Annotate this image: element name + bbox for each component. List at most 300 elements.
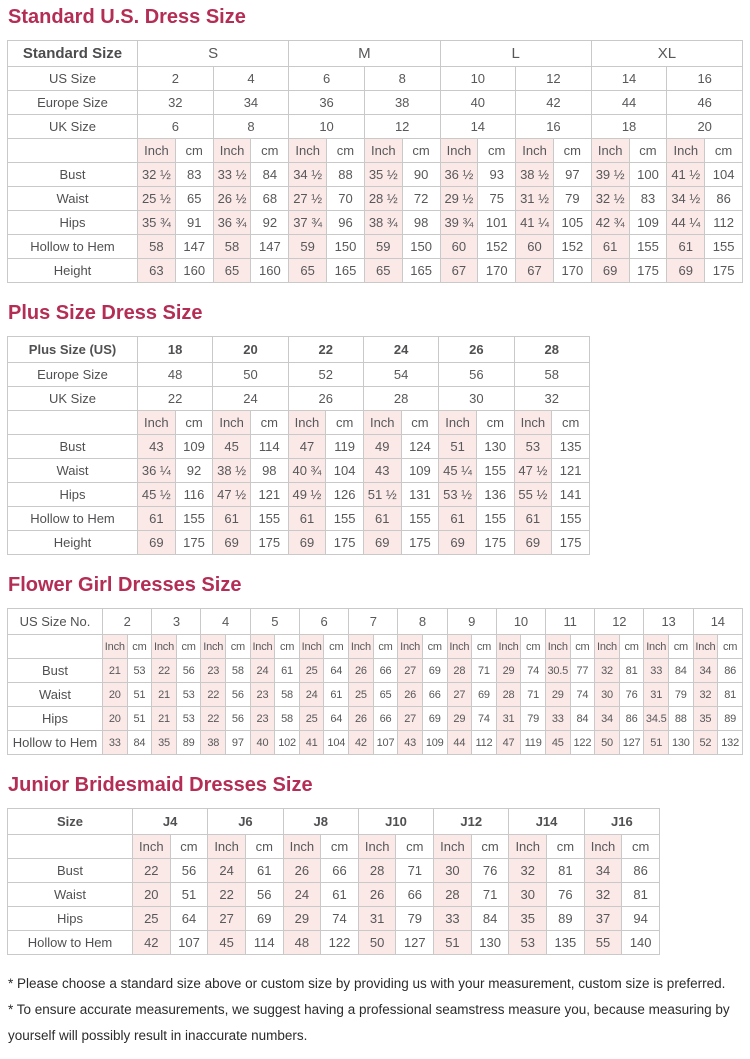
inch-value-cell: 69 bbox=[288, 531, 326, 555]
cm-value-cell: 155 bbox=[552, 507, 590, 531]
cm-value-cell: 69 bbox=[472, 683, 497, 707]
cm-value-cell: 160 bbox=[175, 259, 213, 283]
cm-value-cell: 97 bbox=[226, 731, 251, 755]
cm-value-cell: 119 bbox=[521, 731, 546, 755]
cm-value-cell: 76 bbox=[547, 883, 585, 907]
inch-value-cell: 44 bbox=[447, 731, 472, 755]
cm-value-cell: 114 bbox=[245, 931, 283, 955]
unit-cm-cell: cm bbox=[718, 635, 743, 659]
cm-value-cell: 175 bbox=[629, 259, 667, 283]
inch-value-cell: 22 bbox=[201, 707, 226, 731]
inch-value-cell: 35 bbox=[152, 731, 177, 755]
inch-value-cell: 30.5 bbox=[545, 659, 570, 683]
size-header-cell: 9 bbox=[447, 609, 496, 635]
cm-value-cell: 104 bbox=[705, 163, 743, 187]
cm-value-cell: 93 bbox=[478, 163, 516, 187]
inch-value-cell: 27 ½ bbox=[289, 187, 327, 211]
unit-inch-cell: Inch bbox=[398, 635, 423, 659]
inch-value-cell: 25 bbox=[133, 907, 171, 931]
cm-value-cell: 53 bbox=[176, 683, 201, 707]
unit-inch-cell: Inch bbox=[591, 139, 629, 163]
cm-value-cell: 109 bbox=[422, 731, 447, 755]
size-header-cell: 24 bbox=[363, 337, 438, 363]
unit-inch-cell: Inch bbox=[283, 835, 321, 859]
inch-value-cell: 48 bbox=[283, 931, 321, 955]
section-title-standard: Standard U.S. Dress Size bbox=[8, 6, 246, 28]
row-label: Standard Size bbox=[8, 41, 138, 67]
table-row bbox=[8, 507, 590, 531]
inch-value-cell: 42 bbox=[133, 931, 171, 955]
table-row bbox=[8, 483, 590, 507]
table-row bbox=[8, 859, 660, 883]
table-row bbox=[8, 337, 590, 363]
unit-inch-cell: Inch bbox=[138, 411, 176, 435]
inch-value-cell: 41 ½ bbox=[667, 163, 705, 187]
row-label: Hollow to Hem bbox=[8, 235, 138, 259]
size-header-cell: J16 bbox=[584, 809, 659, 835]
section-plus-size bbox=[7, 302, 743, 555]
inch-value-cell: 49 bbox=[363, 435, 401, 459]
inch-value-cell: 25 bbox=[299, 707, 324, 731]
row-label: Hips bbox=[8, 483, 138, 507]
row-label: Hollow to Hem bbox=[8, 507, 138, 531]
inch-value-cell: 30 bbox=[434, 859, 472, 883]
inch-value-cell: 40 bbox=[250, 731, 275, 755]
unit-cm-cell: cm bbox=[251, 139, 289, 163]
inch-value-cell: 21 bbox=[103, 659, 128, 683]
table-row bbox=[8, 531, 590, 555]
row-label: Waist bbox=[8, 187, 138, 211]
inch-value-cell: 61 bbox=[213, 507, 251, 531]
cm-value-cell: 61 bbox=[324, 683, 349, 707]
inch-value-cell: 33 bbox=[434, 907, 472, 931]
unit-inch-cell: Inch bbox=[439, 411, 477, 435]
cm-value-cell: 136 bbox=[476, 483, 514, 507]
table-row bbox=[8, 683, 743, 707]
cm-value-cell: 130 bbox=[669, 731, 694, 755]
size-header-cell: 3 bbox=[152, 609, 201, 635]
unit-cm-cell: cm bbox=[327, 139, 365, 163]
cm-value-cell: 69 bbox=[422, 659, 447, 683]
table-row bbox=[8, 67, 743, 91]
unit-inch-cell: Inch bbox=[250, 635, 275, 659]
inch-value-cell: 22 bbox=[133, 859, 171, 883]
cm-value-cell: 81 bbox=[619, 659, 644, 683]
inch-value-cell: 34.5 bbox=[644, 707, 669, 731]
inch-value-cell: 34 bbox=[595, 707, 620, 731]
inch-value-cell: 24 bbox=[250, 659, 275, 683]
size-header-cell: 16 bbox=[667, 67, 743, 91]
plus-size-table bbox=[7, 336, 590, 555]
cm-value-cell: 132 bbox=[718, 731, 743, 755]
cm-value-cell: 155 bbox=[250, 507, 288, 531]
inch-value-cell: 32 bbox=[584, 883, 622, 907]
unit-inch-cell: Inch bbox=[138, 139, 176, 163]
inch-value-cell: 69 bbox=[439, 531, 477, 555]
unit-inch-cell: Inch bbox=[509, 835, 547, 859]
inch-value-cell: 69 bbox=[138, 531, 176, 555]
cm-value-cell: 69 bbox=[245, 907, 283, 931]
inch-value-cell: 34 ½ bbox=[667, 187, 705, 211]
inch-value-cell: 40 ¾ bbox=[288, 459, 326, 483]
table-row bbox=[8, 411, 590, 435]
unit-cm-cell: cm bbox=[478, 139, 516, 163]
size-header-cell: 12 bbox=[364, 115, 440, 139]
cm-value-cell: 88 bbox=[327, 163, 365, 187]
row-label: Waist bbox=[8, 683, 103, 707]
size-header-cell: 50 bbox=[213, 363, 288, 387]
cm-value-cell: 92 bbox=[175, 459, 213, 483]
inch-value-cell: 33 bbox=[103, 731, 128, 755]
inch-value-cell: 45 bbox=[545, 731, 570, 755]
unit-cm-cell: cm bbox=[275, 635, 300, 659]
cm-value-cell: 175 bbox=[250, 531, 288, 555]
cm-value-cell: 175 bbox=[552, 531, 590, 555]
inch-value-cell: 51 bbox=[434, 931, 472, 955]
inch-value-cell: 38 bbox=[201, 731, 226, 755]
inch-value-cell: 28 bbox=[447, 659, 472, 683]
size-header-cell: J14 bbox=[509, 809, 584, 835]
cm-value-cell: 104 bbox=[324, 731, 349, 755]
inch-value-cell: 21 bbox=[152, 707, 177, 731]
inch-value-cell: 23 bbox=[250, 707, 275, 731]
size-header-cell: 2 bbox=[138, 67, 214, 91]
inch-value-cell: 50 bbox=[595, 731, 620, 755]
size-header-cell: 10 bbox=[496, 609, 545, 635]
inch-value-cell: 22 bbox=[152, 659, 177, 683]
standard-size-table bbox=[7, 40, 743, 283]
cm-value-cell: 84 bbox=[471, 907, 509, 931]
cm-value-cell: 56 bbox=[245, 883, 283, 907]
table-row bbox=[8, 659, 743, 683]
row-label: Bust bbox=[8, 859, 133, 883]
table-row bbox=[8, 115, 743, 139]
table-row bbox=[8, 707, 743, 731]
inch-value-cell: 61 bbox=[288, 507, 326, 531]
cm-value-cell: 100 bbox=[629, 163, 667, 187]
section-junior-bridesmaid bbox=[7, 774, 743, 955]
cm-value-cell: 131 bbox=[401, 483, 439, 507]
unit-cm-cell: cm bbox=[552, 411, 590, 435]
cm-value-cell: 83 bbox=[629, 187, 667, 211]
table-row bbox=[8, 91, 743, 115]
cm-value-cell: 84 bbox=[127, 731, 152, 755]
inch-value-cell: 32 bbox=[693, 683, 718, 707]
inch-value-cell: 31 bbox=[496, 707, 521, 731]
inch-value-cell: 65 bbox=[364, 259, 402, 283]
cm-value-cell: 147 bbox=[251, 235, 289, 259]
inch-value-cell: 53 bbox=[509, 931, 547, 955]
inch-value-cell: 45 bbox=[213, 435, 251, 459]
cm-value-cell: 124 bbox=[401, 435, 439, 459]
unit-inch-cell: Inch bbox=[152, 635, 177, 659]
inch-value-cell: 38 ½ bbox=[516, 163, 554, 187]
size-header-cell: 38 bbox=[364, 91, 440, 115]
footnotes bbox=[8, 971, 742, 1049]
inch-value-cell: 58 bbox=[213, 235, 251, 259]
unit-inch-cell: Inch bbox=[447, 635, 472, 659]
inch-value-cell: 50 bbox=[358, 931, 396, 955]
cm-value-cell: 122 bbox=[321, 931, 359, 955]
inch-value-cell: 53 ½ bbox=[439, 483, 477, 507]
cm-value-cell: 130 bbox=[471, 931, 509, 955]
cm-value-cell: 127 bbox=[396, 931, 434, 955]
size-header-cell: 28 bbox=[514, 337, 589, 363]
inch-value-cell: 47 ½ bbox=[213, 483, 251, 507]
size-header-cell: 32 bbox=[138, 91, 214, 115]
inch-value-cell: 22 bbox=[201, 683, 226, 707]
cm-value-cell: 79 bbox=[396, 907, 434, 931]
inch-value-cell: 26 bbox=[398, 683, 423, 707]
size-header-cell: 32 bbox=[514, 387, 589, 411]
cm-value-cell: 84 bbox=[669, 659, 694, 683]
inch-value-cell: 24 bbox=[299, 683, 324, 707]
cm-value-cell: 61 bbox=[321, 883, 359, 907]
size-header-cell: 14 bbox=[693, 609, 742, 635]
inch-value-cell: 32 ½ bbox=[591, 187, 629, 211]
inch-value-cell: 45 ¼ bbox=[439, 459, 477, 483]
flower-girl-size-table bbox=[7, 608, 743, 755]
unit-inch-cell: Inch bbox=[584, 835, 622, 859]
row-label: UK Size bbox=[8, 387, 138, 411]
inch-value-cell: 26 ½ bbox=[213, 187, 251, 211]
inch-value-cell: 53 bbox=[514, 435, 552, 459]
unit-cm-cell: cm bbox=[373, 635, 398, 659]
row-label: Europe Size bbox=[8, 363, 138, 387]
table-row bbox=[8, 211, 743, 235]
inch-value-cell: 43 bbox=[398, 731, 423, 755]
unit-cm-cell: cm bbox=[472, 635, 497, 659]
cm-value-cell: 66 bbox=[422, 683, 447, 707]
unit-cm-cell: cm bbox=[324, 635, 349, 659]
inch-value-cell: 67 bbox=[440, 259, 478, 283]
inch-value-cell: 23 bbox=[250, 683, 275, 707]
cm-value-cell: 109 bbox=[401, 459, 439, 483]
row-label: Hips bbox=[8, 211, 138, 235]
inch-value-cell: 32 bbox=[509, 859, 547, 883]
unit-cm-cell: cm bbox=[629, 139, 667, 163]
cm-value-cell: 155 bbox=[705, 235, 743, 259]
unit-inch-cell: Inch bbox=[358, 835, 396, 859]
inch-value-cell: 34 bbox=[693, 659, 718, 683]
cm-value-cell: 147 bbox=[175, 235, 213, 259]
size-header-cell: J4 bbox=[133, 809, 208, 835]
unit-inch-cell: Inch bbox=[289, 139, 327, 163]
inch-value-cell: 38 ½ bbox=[213, 459, 251, 483]
inch-value-cell: 51 bbox=[644, 731, 669, 755]
cm-value-cell: 98 bbox=[250, 459, 288, 483]
inch-value-cell: 44 ¼ bbox=[667, 211, 705, 235]
inch-value-cell: 61 bbox=[439, 507, 477, 531]
unit-cm-cell: cm bbox=[226, 635, 251, 659]
cm-value-cell: 74 bbox=[472, 707, 497, 731]
inch-value-cell: 60 bbox=[440, 235, 478, 259]
table-row bbox=[8, 731, 743, 755]
row-label: UK Size bbox=[8, 115, 138, 139]
cm-value-cell: 170 bbox=[478, 259, 516, 283]
size-header-cell: 4 bbox=[201, 609, 250, 635]
cm-value-cell: 58 bbox=[275, 683, 300, 707]
cm-value-cell: 56 bbox=[176, 659, 201, 683]
cm-value-cell: 79 bbox=[553, 187, 591, 211]
inch-value-cell: 29 bbox=[545, 683, 570, 707]
unit-cm-cell: cm bbox=[326, 411, 364, 435]
inch-value-cell: 43 bbox=[138, 435, 176, 459]
cm-value-cell: 104 bbox=[326, 459, 364, 483]
row-label bbox=[8, 411, 138, 435]
inch-value-cell: 61 bbox=[667, 235, 705, 259]
table-row bbox=[8, 635, 743, 659]
inch-value-cell: 34 bbox=[584, 859, 622, 883]
unit-cm-cell: cm bbox=[175, 139, 213, 163]
inch-value-cell: 29 bbox=[496, 659, 521, 683]
unit-inch-cell: Inch bbox=[434, 835, 472, 859]
cm-value-cell: 165 bbox=[327, 259, 365, 283]
cm-value-cell: 83 bbox=[175, 163, 213, 187]
cm-value-cell: 175 bbox=[175, 531, 213, 555]
size-header-cell: J6 bbox=[208, 809, 283, 835]
cm-value-cell: 72 bbox=[402, 187, 440, 211]
cm-value-cell: 86 bbox=[619, 707, 644, 731]
size-header-cell: 36 bbox=[289, 91, 365, 115]
size-header-cell: J8 bbox=[283, 809, 358, 835]
unit-inch-cell: Inch bbox=[103, 635, 128, 659]
cm-value-cell: 64 bbox=[324, 707, 349, 731]
table-row bbox=[8, 363, 590, 387]
inch-value-cell: 21 bbox=[152, 683, 177, 707]
footnote-seamstress: * To ensure accurate measurements, we suggest having a professional seamstress measure you, because measuring by yourself will possibly result in inaccurate numbers. bbox=[8, 1002, 730, 1043]
cm-value-cell: 71 bbox=[472, 659, 497, 683]
size-header-cell: 12 bbox=[516, 67, 592, 91]
table-row bbox=[8, 609, 743, 635]
inch-value-cell: 52 bbox=[693, 731, 718, 755]
table-row bbox=[8, 809, 660, 835]
cm-value-cell: 56 bbox=[226, 683, 251, 707]
size-header-cell: 42 bbox=[516, 91, 592, 115]
size-header-cell: 44 bbox=[591, 91, 667, 115]
inch-value-cell: 33 ½ bbox=[213, 163, 251, 187]
cm-value-cell: 109 bbox=[175, 435, 213, 459]
unit-inch-cell: Inch bbox=[213, 411, 251, 435]
row-label: Size bbox=[8, 809, 133, 835]
inch-value-cell: 28 bbox=[358, 859, 396, 883]
cm-value-cell: 175 bbox=[476, 531, 514, 555]
inch-value-cell: 30 bbox=[595, 683, 620, 707]
footnote-custom-size: * Please choose a standard size above or custom size by providing us with your measurement, custom size is preferred. bbox=[8, 976, 726, 991]
inch-value-cell: 28 bbox=[496, 683, 521, 707]
inch-value-cell: 38 ¾ bbox=[364, 211, 402, 235]
inch-value-cell: 37 ¾ bbox=[289, 211, 327, 235]
inch-value-cell: 24 bbox=[208, 859, 246, 883]
cm-value-cell: 152 bbox=[478, 235, 516, 259]
unit-cm-cell: cm bbox=[396, 835, 434, 859]
cm-value-cell: 126 bbox=[326, 483, 364, 507]
cm-value-cell: 175 bbox=[401, 531, 439, 555]
cm-value-cell: 56 bbox=[226, 707, 251, 731]
unit-inch-cell: Inch bbox=[299, 635, 324, 659]
inch-value-cell: 63 bbox=[138, 259, 176, 283]
table-row bbox=[8, 387, 590, 411]
size-header-cell: XL bbox=[591, 41, 742, 67]
size-header-cell: 12 bbox=[595, 609, 644, 635]
size-header-cell: 7 bbox=[349, 609, 398, 635]
size-header-cell: 18 bbox=[138, 337, 213, 363]
row-label: Bust bbox=[8, 163, 138, 187]
cm-value-cell: 107 bbox=[373, 731, 398, 755]
size-header-cell: 8 bbox=[364, 67, 440, 91]
size-header-cell: 24 bbox=[213, 387, 288, 411]
inch-value-cell: 61 bbox=[138, 507, 176, 531]
cm-value-cell: 81 bbox=[622, 883, 660, 907]
inch-value-cell: 51 bbox=[439, 435, 477, 459]
cm-value-cell: 94 bbox=[622, 907, 660, 931]
row-label bbox=[8, 635, 103, 659]
row-label: Height bbox=[8, 531, 138, 555]
cm-value-cell: 84 bbox=[570, 707, 595, 731]
cm-value-cell: 77 bbox=[570, 659, 595, 683]
cm-value-cell: 122 bbox=[570, 731, 595, 755]
size-header-cell: 18 bbox=[591, 115, 667, 139]
inch-value-cell: 31 bbox=[358, 907, 396, 931]
cm-value-cell: 75 bbox=[478, 187, 516, 211]
inch-value-cell: 67 bbox=[516, 259, 554, 283]
junior-bridesmaid-size-table bbox=[7, 808, 660, 955]
inch-value-cell: 35 bbox=[509, 907, 547, 931]
inch-value-cell: 49 ½ bbox=[288, 483, 326, 507]
section-title-junior: Junior Bridesmaid Dresses Size bbox=[8, 774, 313, 796]
unit-cm-cell: cm bbox=[175, 411, 213, 435]
cm-value-cell: 155 bbox=[175, 507, 213, 531]
size-header-cell: 22 bbox=[288, 337, 363, 363]
unit-inch-cell: Inch bbox=[667, 139, 705, 163]
inch-value-cell: 69 bbox=[514, 531, 552, 555]
cm-value-cell: 155 bbox=[401, 507, 439, 531]
inch-value-cell: 47 ½ bbox=[514, 459, 552, 483]
cm-value-cell: 90 bbox=[402, 163, 440, 187]
cm-value-cell: 51 bbox=[127, 707, 152, 731]
inch-value-cell: 25 bbox=[349, 683, 374, 707]
cm-value-cell: 84 bbox=[251, 163, 289, 187]
size-header-cell: L bbox=[440, 41, 591, 67]
cm-value-cell: 53 bbox=[176, 707, 201, 731]
cm-value-cell: 107 bbox=[170, 931, 208, 955]
table-row bbox=[8, 235, 743, 259]
table-row bbox=[8, 435, 590, 459]
cm-value-cell: 61 bbox=[245, 859, 283, 883]
cm-value-cell: 70 bbox=[327, 187, 365, 211]
row-label: Bust bbox=[8, 659, 103, 683]
size-header-cell: 5 bbox=[250, 609, 299, 635]
cm-value-cell: 79 bbox=[521, 707, 546, 731]
cm-value-cell: 68 bbox=[251, 187, 289, 211]
table-row bbox=[8, 459, 590, 483]
unit-cm-cell: cm bbox=[476, 411, 514, 435]
cm-value-cell: 64 bbox=[324, 659, 349, 683]
row-label: US Size bbox=[8, 67, 138, 91]
size-header-cell: 8 bbox=[398, 609, 447, 635]
table-row bbox=[8, 163, 743, 187]
inch-value-cell: 35 ½ bbox=[364, 163, 402, 187]
unit-cm-cell: cm bbox=[553, 139, 591, 163]
size-header-cell: 2 bbox=[103, 609, 152, 635]
unit-cm-cell: cm bbox=[570, 635, 595, 659]
size-header-cell: 14 bbox=[440, 115, 516, 139]
cm-value-cell: 89 bbox=[176, 731, 201, 755]
size-header-cell: 28 bbox=[363, 387, 438, 411]
inch-value-cell: 42 ¾ bbox=[591, 211, 629, 235]
cm-value-cell: 58 bbox=[275, 707, 300, 731]
unit-inch-cell: Inch bbox=[595, 635, 620, 659]
